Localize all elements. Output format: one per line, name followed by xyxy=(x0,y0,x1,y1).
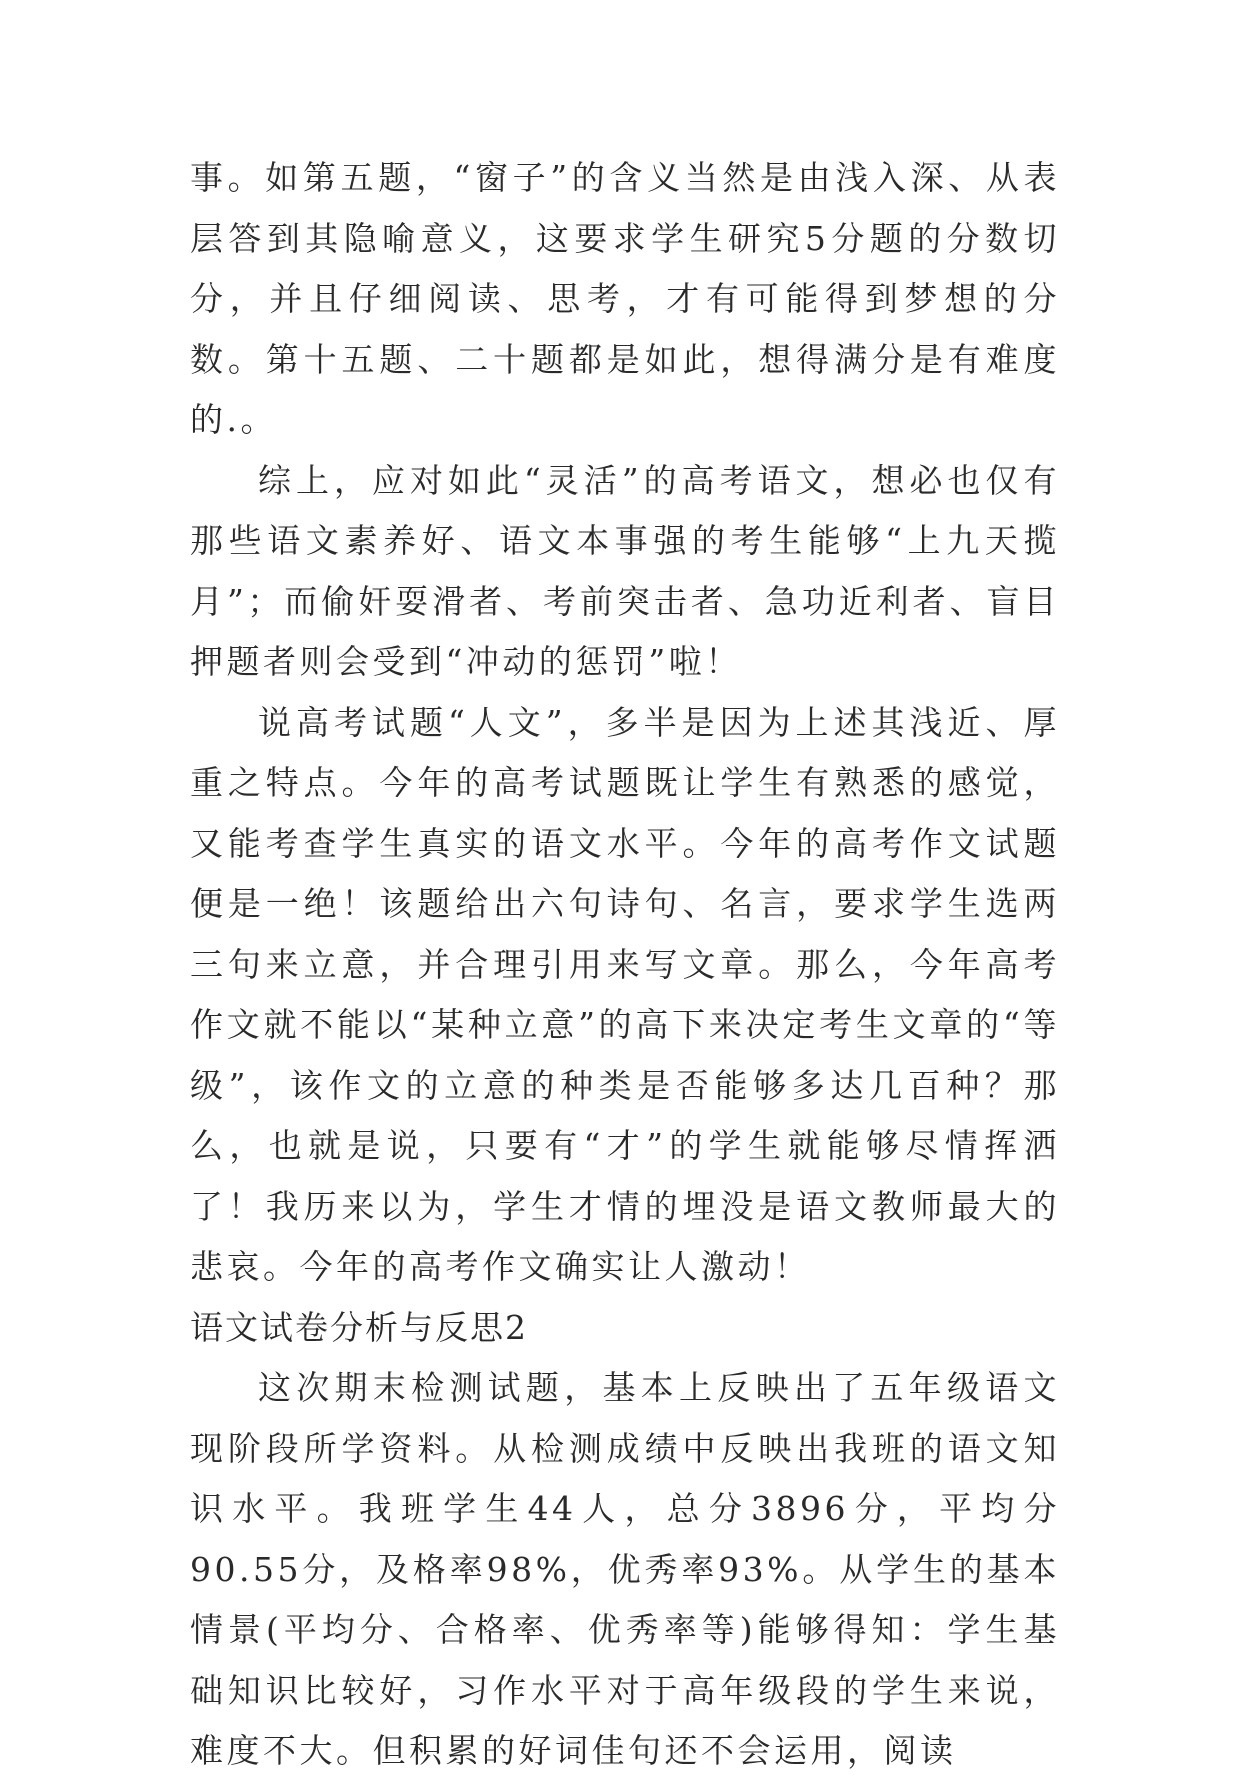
paragraph-continued: 事。如第五题，“窗子”的含义当然是由浅入深、从表层答到其隐喻意义，这要求学生研究5分题的分数切分，并且仔细阅读、思考，才有可能得到梦想的分数。第十五题、二十题都是如此，想得满分是有难度的.。 xyxy=(190,158,1060,439)
paragraph-humanities: 说高考试题“人文”，多半是因为上述其浅近、厚重之特点。今年的高考试题既让学生有熟悉的感觉，又能考查学生真实的语文水平。今年的高考作文试题便是一绝！该题给出六句诗句、名言，要求学生选两三句来立意，并合理引用来写文章。那么，今年高考作文就不能以“某种立意”的高下来决定考生文章的“等级”，该作文的立意的种类是否能够多达几百种？那么，也就是说，只要有“才”的学生就能够尽情挥洒了！我历来以为，学生才情的埋没是语文教师最大的悲哀。今年的高考作文确实让人激动！ xyxy=(190,702,1060,1286)
section-title: 语文试卷分析与反思2 xyxy=(190,1307,528,1347)
paragraph-exam-results: 这次期末检测试题，基本上反映出了五年级语文现阶段所学资料。从检测成绩中反映出我班的语文知识水平。我班学生44人，总分3896分，平均分90.55分，及格率98%，优秀率93%。从学生的基本情景(平均分、合格率、优秀率等)能够得知：学生基础知识比较好，习作水平对于高年级段的学生来说，难度不大。但积累的好词佳句还不会运用，阅读 xyxy=(190,1368,1060,1770)
paragraph-summary: 综上，应对如此“灵活”的高考语文，想必也仅有那些语文素养好、语文本事强的考生能够“上九天揽月”；而偷奸耍滑者、考前突击者、急功近利者、盲目押题者则会受到“冲动的惩罚”啦！ xyxy=(190,460,1060,681)
document-body xyxy=(190,148,1060,1782)
